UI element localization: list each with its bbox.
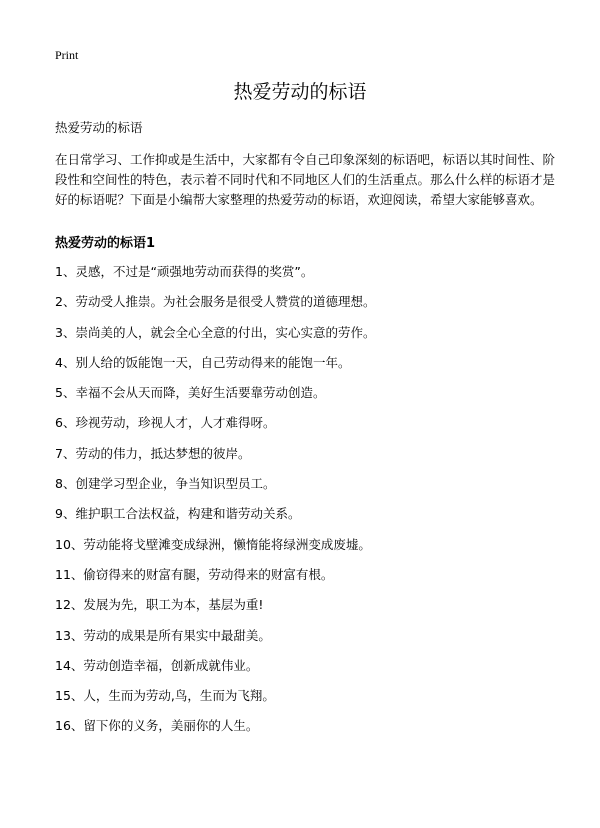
intro-paragraph: 在日常学习、工作抑或是生活中，大家都有令自己印象深刻的标语吧，标语以其时间性、阶段性和空间性的特色，表示着不同时代和不同地区人们的生活重点。那么什么样的标语才是好的标语呢？下面是小编帮大家整理的热爱劳动的标语，欢迎阅读，希望大家能够喜欢。 (55, 152, 556, 207)
subtitle: 热爱劳动的标语 (55, 120, 143, 135)
page-title: 热爱劳动的标语 (233, 81, 367, 103)
section-heading: 热爱劳动的标语1 (55, 236, 156, 251)
slogan-item: 9、维护职工合法权益，构建和谐劳动关系。 (55, 506, 301, 522)
print-link[interactable]: Print (55, 48, 79, 62)
slogan-item: 14、劳动创造幸福，创新成就伟业。 (55, 657, 259, 673)
slogan-item: 3、崇尚美的人，就会全心全意的付出，实心实意的劳作。 (55, 324, 376, 340)
slogan-item: 4、别人给的饭能饱一天，自己劳动得来的能饱一年。 (55, 354, 351, 370)
slogan-item: 5、幸福不会从天而降，美好生活要靠劳动创造。 (55, 385, 326, 401)
slogan-item: 2、劳动受人推崇。为社会服务是很受人赞赏的道德理想。 (55, 294, 376, 310)
slogan-item: 1、灵感，不过是“顽强地劳动而获得的奖赏”。 (55, 264, 314, 279)
slogan-item: 8、创建学习型企业，争当知识型员工。 (55, 476, 276, 492)
slogan-item: 7、劳动的伟力，抵达梦想的彼岸。 (55, 445, 251, 461)
slogan-list (55, 263, 565, 748)
slogan-item: 15、人，生而为劳动,鸟，生而为飞翔。 (55, 688, 275, 704)
slogan-item: 11、偷窃得来的财富有腿，劳动得来的财富有根。 (55, 566, 334, 582)
slogan-item: 12、发展为先，职工为本，基层为重! (55, 597, 264, 613)
slogan-item: 16、留下你的义务，美丽你的人生。 (55, 718, 259, 734)
slogan-item: 6、珍视劳动，珍视人才，人才难得呀。 (55, 415, 276, 431)
slogan-item: 13、劳动的成果是所有果实中最甜美。 (55, 627, 271, 643)
slogan-item: 10、劳动能将戈壁滩变成绿洲，懒惰能将绿洲变成废墟。 (55, 536, 371, 552)
